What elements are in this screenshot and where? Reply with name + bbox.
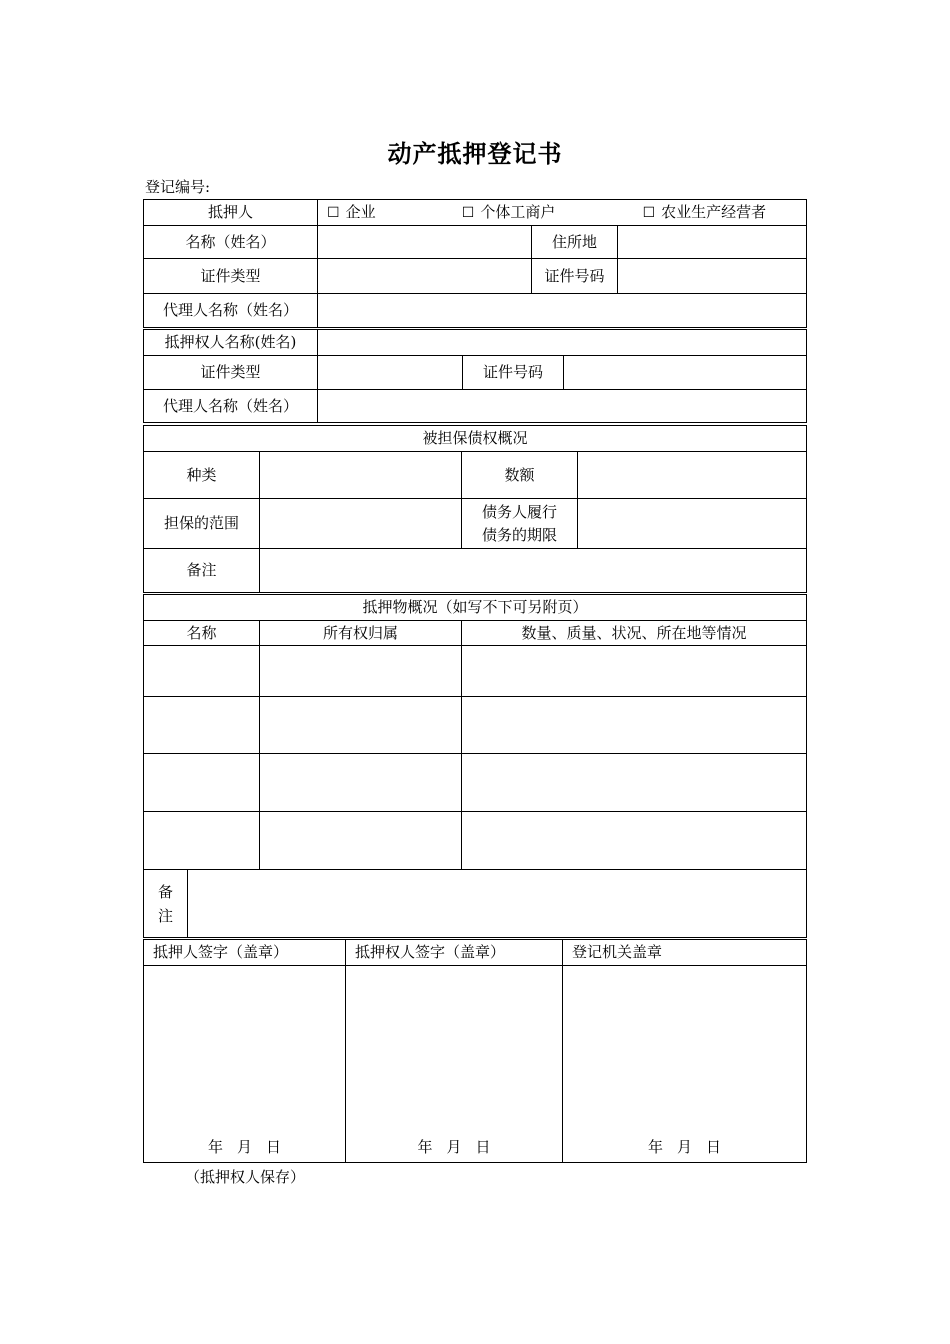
mortgagee-id-type-field[interactable] (318, 356, 463, 390)
mortgagee-id-number-field[interactable] (564, 356, 807, 390)
checkbox-icon[interactable]: ☐ (461, 205, 475, 221)
storage-note: （抵押权人保存） (185, 1168, 306, 1186)
collateral-ownership-header: 所有权归属 (260, 621, 462, 646)
collateral-name-cell[interactable] (144, 754, 260, 812)
mortgagor-id-number-field[interactable] (618, 259, 807, 294)
mortgagor-signature-area[interactable] (144, 966, 346, 1163)
guarantee-scope-label: 担保的范围 (144, 499, 260, 549)
year-label: 年 (417, 1137, 433, 1156)
mortgagor-type-options (318, 200, 807, 226)
collateral-ownership-cell[interactable] (260, 812, 462, 870)
mortgagee-date (346, 1136, 562, 1159)
document-title: 动产抵押登记书 (387, 139, 563, 168)
mortgagor-signature-label: 抵押人签字（盖章） (144, 940, 346, 966)
mortgagee-signature-area[interactable] (346, 966, 563, 1163)
mortgagee-name-field[interactable] (318, 330, 807, 356)
mortgagor-domicile-label: 住所地 (532, 226, 618, 259)
collateral-ownership-cell[interactable] (260, 754, 462, 812)
debt-remarks-label: 备注 (144, 549, 260, 593)
year-label: 年 (207, 1137, 223, 1156)
collateral-details-cell[interactable] (462, 646, 807, 697)
collateral-name-header: 名称 (144, 621, 260, 646)
mortgagee-agent-field[interactable] (318, 390, 807, 423)
collateral-details-cell[interactable] (462, 754, 807, 812)
mortgagee-name-label: 抵押权人名称(姓名) (144, 330, 318, 356)
mortgagee-agent-label: 代理人名称（姓名） (144, 390, 318, 423)
mortgagor-table (143, 199, 807, 328)
collateral-table (143, 594, 807, 938)
collateral-row (144, 812, 807, 870)
collateral-row (144, 754, 807, 812)
mortgagor-id-number-label: 证件号码 (532, 259, 618, 294)
authority-seal-area[interactable] (563, 966, 807, 1163)
debt-amount-label: 数额 (462, 452, 578, 499)
debt-term-label-line1: 债务人履行 (481, 503, 557, 521)
collateral-row (144, 646, 807, 697)
day-label: 日 (475, 1137, 491, 1156)
mortgagee-id-type-label: 证件类型 (144, 356, 318, 390)
collateral-name-cell[interactable] (144, 646, 260, 697)
collateral-remarks-label (144, 870, 188, 938)
day-label: 日 (706, 1137, 722, 1156)
checkbox-icon[interactable]: ☐ (642, 205, 656, 221)
registration-number-label: 登记编号: (145, 178, 211, 196)
debt-amount-field[interactable] (578, 452, 807, 499)
mortgagor-domicile-field[interactable] (618, 226, 807, 259)
checkbox-icon[interactable]: ☐ (327, 205, 340, 221)
mortgagor-agent-field[interactable] (318, 294, 807, 328)
mortgagor-date (144, 1136, 345, 1159)
collateral-name-cell[interactable] (144, 697, 260, 754)
collateral-name-cell[interactable] (144, 812, 260, 870)
mortgagee-signature-label: 抵押权人签字（盖章） (346, 940, 563, 966)
month-label: 月 (676, 1137, 692, 1156)
mortgagor-agent-label: 代理人名称（姓名） (144, 294, 318, 328)
debt-section-title: 被担保债权概况 (144, 426, 807, 452)
collateral-ownership-cell[interactable] (260, 697, 462, 754)
collateral-ownership-cell[interactable] (260, 646, 462, 697)
collateral-row (144, 697, 807, 754)
collateral-details-cell[interactable] (462, 697, 807, 754)
debt-type-field[interactable] (260, 452, 462, 499)
day-label: 日 (266, 1137, 282, 1156)
month-label: 月 (236, 1137, 252, 1156)
mortgagor-id-type-field[interactable] (318, 259, 532, 294)
authority-date (563, 1136, 806, 1159)
signature-table (143, 939, 807, 1163)
mortgagor-name-label: 名称（姓名） (144, 226, 318, 259)
option-individual-business[interactable]: ☐ 个体工商户 (461, 203, 556, 221)
collateral-details-header: 数量、质量、状况、所在地等情况 (462, 621, 807, 646)
year-label: 年 (647, 1137, 663, 1156)
authority-seal-label: 登记机关盖章 (563, 940, 807, 966)
guarantee-scope-field[interactable] (260, 499, 462, 549)
month-label: 月 (446, 1137, 462, 1156)
collateral-details-cell[interactable] (462, 812, 807, 870)
option-agricultural-operator[interactable]: ☐ 农业生产经营者 (642, 203, 767, 221)
collateral-remarks-label-line2: 注 (157, 906, 173, 925)
debt-remarks-field[interactable] (260, 549, 807, 593)
mortgagee-id-number-label: 证件号码 (463, 356, 564, 390)
mortgagor-label: 抵押人 (144, 200, 318, 226)
debt-term-label-line2: 债务的期限 (481, 525, 557, 544)
debt-term-field[interactable] (578, 499, 807, 549)
debt-type-label: 种类 (144, 452, 260, 499)
option-enterprise[interactable]: ☐ 企业 (327, 203, 376, 221)
mortgagor-name-field[interactable] (318, 226, 532, 259)
mortgagee-table (143, 329, 807, 423)
collateral-remarks-field[interactable] (188, 870, 807, 938)
debt-table (143, 425, 807, 593)
collateral-remarks-label-line1: 备 (157, 882, 173, 901)
mortgagor-id-type-label: 证件类型 (144, 259, 318, 294)
debt-term-label (462, 499, 578, 549)
collateral-section-title: 抵押物概况（如写不下可另附页） (144, 595, 807, 621)
